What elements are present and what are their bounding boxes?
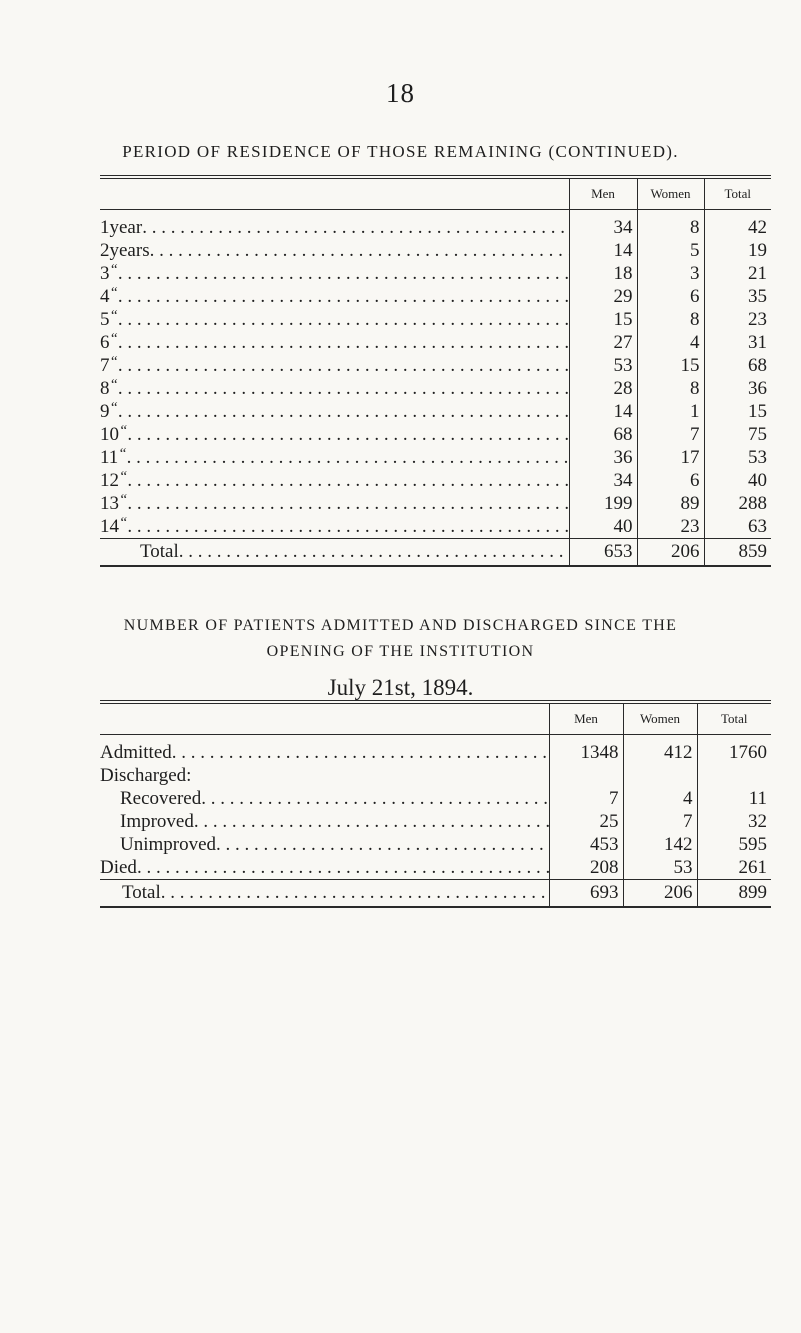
leader-dots xyxy=(118,285,569,308)
total-label xyxy=(100,880,549,908)
cell-women: 8 xyxy=(637,210,704,240)
cell-women: 412 xyxy=(623,735,697,765)
table-header-row xyxy=(100,702,771,735)
table-row xyxy=(100,856,771,880)
cell-men: 199 xyxy=(569,492,637,515)
row-unit: “ xyxy=(119,515,128,531)
cell-women: 7 xyxy=(637,423,704,446)
cell-total: 23 xyxy=(704,308,771,331)
cell-women: 4 xyxy=(623,787,697,810)
row-label xyxy=(100,764,549,787)
cell-total: 40 xyxy=(704,469,771,492)
leader-dots xyxy=(137,856,549,879)
cell-men: 14 xyxy=(569,400,637,423)
row-years-number: 9 xyxy=(100,401,110,422)
cell-men: 36 xyxy=(569,446,637,469)
cell-men: 29 xyxy=(569,285,637,308)
leader-dots xyxy=(161,880,549,906)
cell-men: 34 xyxy=(569,469,637,492)
row-label xyxy=(100,810,549,833)
row-years-number: 10 xyxy=(100,424,119,445)
row-unit: “ xyxy=(119,423,128,439)
row-unit: “ xyxy=(119,492,128,508)
cell-total: 261 xyxy=(697,856,771,880)
total-total: 899 xyxy=(697,880,771,908)
row-label xyxy=(100,400,569,423)
cell-men: 15 xyxy=(569,308,637,331)
cell-women: 15 xyxy=(637,354,704,377)
cell-men: 1348 xyxy=(549,735,623,765)
page-number: 18 xyxy=(386,78,415,108)
cell-total: 75 xyxy=(704,423,771,446)
leader-dots xyxy=(179,539,569,565)
admissions-table xyxy=(100,700,771,908)
row-years-number: 14 xyxy=(100,516,119,537)
table-header-row xyxy=(100,177,771,210)
cell-total: 595 xyxy=(697,833,771,856)
table2-title-line1: NUMBER OF PATIENTS ADMITTED AND DISCHARGED SINCE THE xyxy=(123,617,678,634)
row-label-text: Unimproved xyxy=(120,834,217,855)
row-unit: “ xyxy=(109,354,118,370)
cell-total: 1760 xyxy=(697,735,771,765)
row-years-number: 4 xyxy=(100,286,110,307)
row-label xyxy=(100,423,569,446)
cell-total: 36 xyxy=(704,377,771,400)
total-row xyxy=(100,539,771,567)
table-row xyxy=(100,354,771,377)
table-row xyxy=(100,492,771,515)
row-unit: “ xyxy=(109,400,118,416)
cell-empty xyxy=(549,764,623,787)
leader-dots xyxy=(127,423,568,446)
cell-women: 1 xyxy=(637,400,704,423)
cell-men: 18 xyxy=(569,262,637,285)
cell-total: 32 xyxy=(697,810,771,833)
cell-total: 21 xyxy=(704,262,771,285)
row-unit: “ xyxy=(109,285,118,301)
table1-title: PERIOD OF RESIDENCE OF THOSE REMAINING (CONTINUED). xyxy=(122,142,679,161)
cell-men: 28 xyxy=(569,377,637,400)
leader-dots xyxy=(118,331,569,354)
leader-dots xyxy=(127,469,568,492)
cell-women: 53 xyxy=(623,856,697,880)
row-label xyxy=(100,210,569,240)
total-women: 206 xyxy=(623,880,697,908)
row-label xyxy=(100,833,549,856)
total-text: Total xyxy=(140,541,179,562)
total-women: 206 xyxy=(637,539,704,567)
row-label-text: Admitted xyxy=(100,742,172,763)
cell-men: 7 xyxy=(549,787,623,810)
leader-dots xyxy=(201,787,548,810)
leader-dots xyxy=(216,833,548,856)
row-label xyxy=(100,239,569,262)
row-years-number: 5 xyxy=(100,309,110,330)
cell-women: 17 xyxy=(637,446,704,469)
cell-men: 68 xyxy=(569,423,637,446)
row-label xyxy=(100,492,569,515)
row-years-number: 12 xyxy=(100,470,119,491)
row-label xyxy=(100,308,569,331)
table-row xyxy=(100,787,771,810)
cell-women: 5 xyxy=(637,239,704,262)
cell-women: 7 xyxy=(623,810,697,833)
cell-total: 42 xyxy=(704,210,771,240)
leader-dots xyxy=(118,377,569,400)
cell-women: 6 xyxy=(637,469,704,492)
row-unit: “ xyxy=(118,446,127,462)
header-men: Men xyxy=(549,702,623,735)
header-women: Women xyxy=(623,702,697,735)
cell-total: 19 xyxy=(704,239,771,262)
cell-women: 8 xyxy=(637,308,704,331)
table-row xyxy=(100,446,771,469)
table-row xyxy=(100,469,771,492)
table-row xyxy=(100,400,771,423)
total-men: 653 xyxy=(569,539,637,567)
leader-dots xyxy=(150,239,569,262)
row-label xyxy=(100,735,549,765)
cell-women: 4 xyxy=(637,331,704,354)
row-unit: “ xyxy=(109,262,118,278)
leader-dots xyxy=(127,446,569,469)
leader-dots xyxy=(118,400,569,423)
cell-total: 53 xyxy=(704,446,771,469)
row-unit: “ xyxy=(109,331,118,347)
table-row xyxy=(100,308,771,331)
table-row xyxy=(100,377,771,400)
row-years-number: 3 xyxy=(100,263,110,284)
leader-dots xyxy=(118,354,569,377)
cell-total: 35 xyxy=(704,285,771,308)
header-blank xyxy=(100,177,569,210)
cell-empty xyxy=(623,764,697,787)
cell-men: 34 xyxy=(569,210,637,240)
cell-men: 53 xyxy=(569,354,637,377)
row-label xyxy=(100,515,569,539)
cell-empty xyxy=(697,764,771,787)
cell-men: 27 xyxy=(569,331,637,354)
row-years-number: 7 xyxy=(100,355,110,376)
table-row xyxy=(100,423,771,446)
row-label xyxy=(100,787,549,810)
table-row xyxy=(100,239,771,262)
cell-men: 40 xyxy=(569,515,637,539)
leader-dots xyxy=(127,515,568,538)
table2-date: July 21st, 1894. xyxy=(327,675,474,700)
table-row xyxy=(100,810,771,833)
residence-table xyxy=(100,175,771,567)
row-unit: year xyxy=(109,217,143,238)
row-label xyxy=(100,354,569,377)
cell-men: 208 xyxy=(549,856,623,880)
cell-women: 6 xyxy=(637,285,704,308)
leader-dots xyxy=(118,308,569,331)
row-years-number: 6 xyxy=(100,332,110,353)
leader-dots xyxy=(194,810,549,833)
cell-total: 288 xyxy=(704,492,771,515)
cell-men: 453 xyxy=(549,833,623,856)
leader-dots xyxy=(127,492,568,515)
table-row xyxy=(100,735,771,765)
cell-total: 15 xyxy=(704,400,771,423)
row-label-text: Recovered xyxy=(120,788,202,809)
row-years-number: 8 xyxy=(100,378,110,399)
row-label xyxy=(100,469,569,492)
leader-dots xyxy=(142,216,568,239)
row-unit: “ xyxy=(119,469,128,485)
total-text: Total xyxy=(122,882,161,903)
row-label xyxy=(100,856,549,880)
row-label-text: Died xyxy=(100,857,137,878)
total-label xyxy=(100,539,569,567)
cell-women: 23 xyxy=(637,515,704,539)
header-blank xyxy=(100,702,549,735)
cell-men: 25 xyxy=(549,810,623,833)
row-years-number: 13 xyxy=(100,493,119,514)
table-row xyxy=(100,331,771,354)
row-years-number: 11 xyxy=(100,447,119,468)
cell-total: 31 xyxy=(704,331,771,354)
leader-dots xyxy=(118,262,569,285)
table-row xyxy=(100,262,771,285)
total-men: 693 xyxy=(549,880,623,908)
cell-men: 14 xyxy=(569,239,637,262)
header-total: Total xyxy=(697,702,771,735)
header-women: Women xyxy=(637,177,704,210)
table-row xyxy=(100,515,771,539)
cell-total: 63 xyxy=(704,515,771,539)
cell-women: 3 xyxy=(637,262,704,285)
row-unit: years xyxy=(109,240,150,261)
cell-total: 68 xyxy=(704,354,771,377)
header-men: Men xyxy=(569,177,637,210)
cell-women: 142 xyxy=(623,833,697,856)
table-row xyxy=(100,833,771,856)
row-years-number: 1 xyxy=(100,217,110,238)
table-row xyxy=(100,764,771,787)
row-label xyxy=(100,377,569,400)
cell-women: 8 xyxy=(637,377,704,400)
row-label-text: Improved xyxy=(120,811,194,832)
cell-total: 11 xyxy=(697,787,771,810)
leader-dots xyxy=(172,741,549,764)
row-years-number: 2 xyxy=(100,240,110,261)
row-unit: “ xyxy=(109,377,118,393)
row-label xyxy=(100,446,569,469)
row-label xyxy=(100,331,569,354)
row-label xyxy=(100,285,569,308)
table-row xyxy=(100,285,771,308)
row-unit: “ xyxy=(109,308,118,324)
cell-women: 89 xyxy=(637,492,704,515)
total-row xyxy=(100,880,771,908)
table-row xyxy=(100,210,771,240)
row-label-text: Discharged: xyxy=(100,765,192,786)
header-total: Total xyxy=(704,177,771,210)
total-total: 859 xyxy=(704,539,771,567)
row-label xyxy=(100,262,569,285)
table2-title-line2: OPENING OF THE INSTITUTION xyxy=(266,643,535,660)
